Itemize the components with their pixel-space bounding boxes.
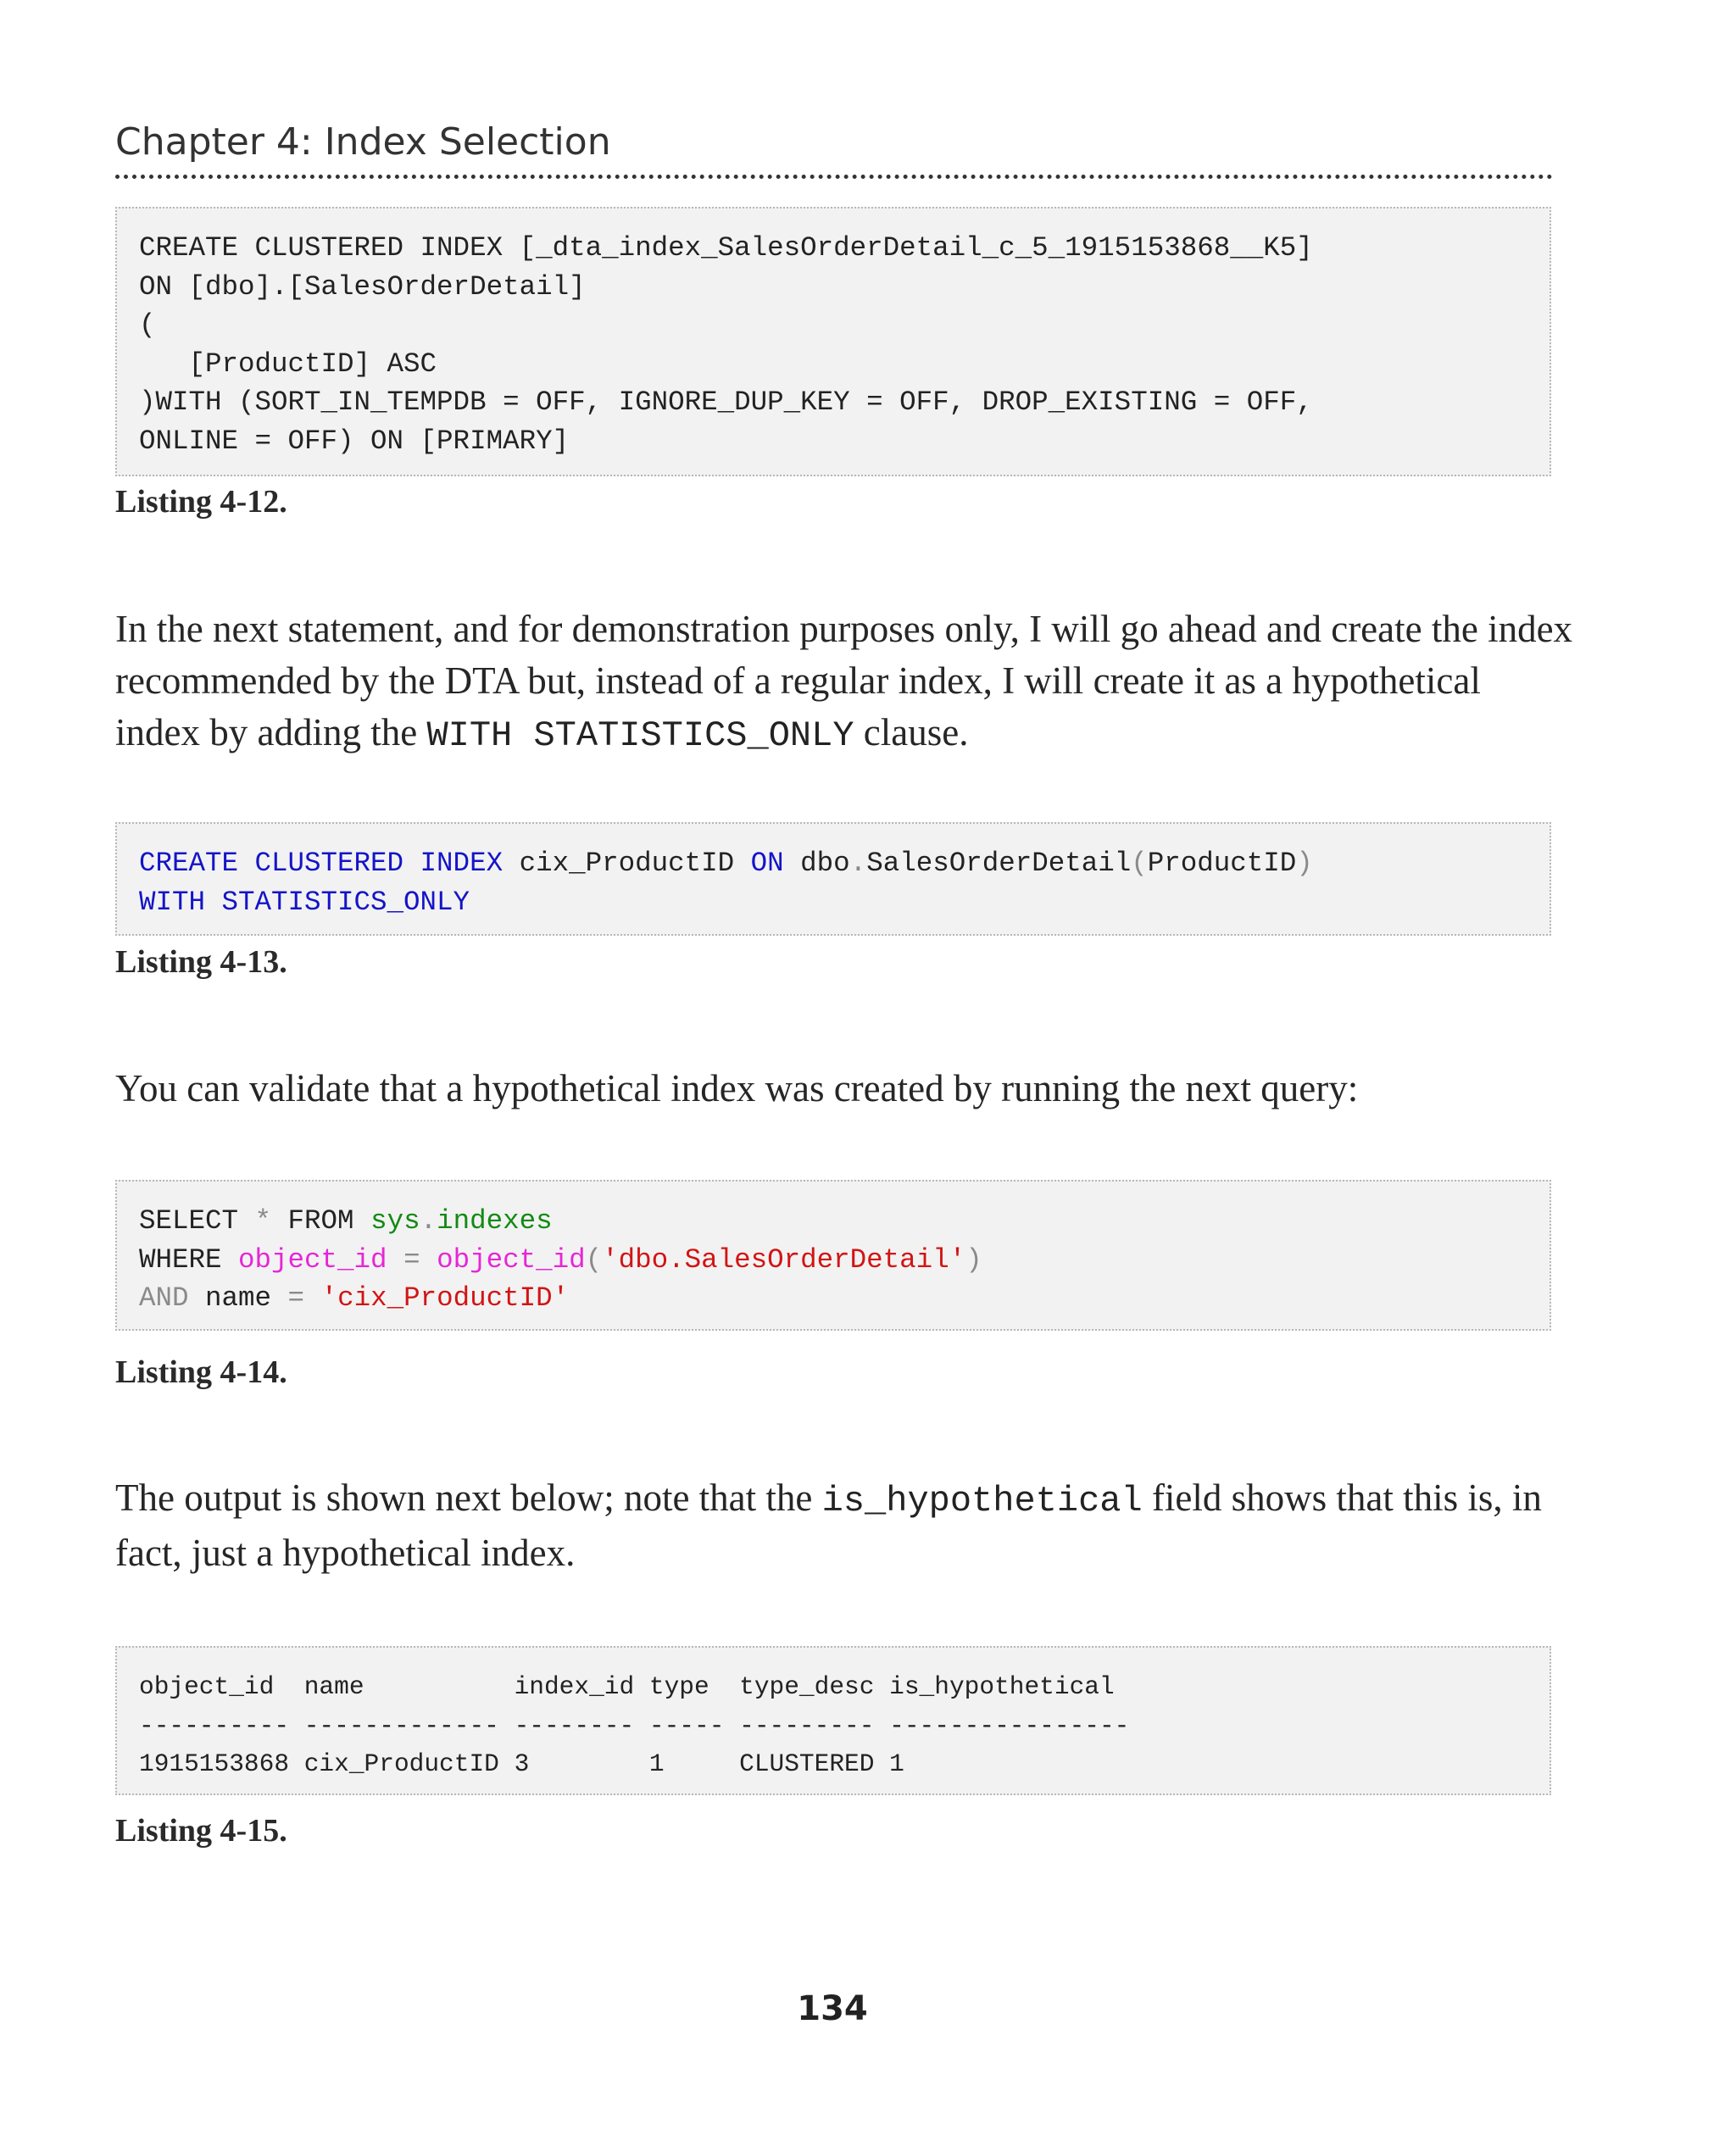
body-paragraph-statistics-only xyxy=(115,603,1573,762)
code-block-listing-4-13 xyxy=(115,822,1551,936)
code-text: FROM xyxy=(271,1205,371,1237)
code-operator: ( xyxy=(1131,848,1148,879)
sql-keyword: AND xyxy=(139,1282,189,1314)
code-line: ON [dbo].[SalesOrderDetail] xyxy=(139,270,586,303)
string-literal: 'dbo.SalesOrderDetail' xyxy=(602,1243,966,1276)
paragraph-text: In the next statement, and for demonstration purposes only, I will go ahead and create the index recommended by the DTA but, instead of a regular index, I will create it as a hypothetical index by adding the xyxy=(115,608,1573,754)
inline-code: is_hypothetical xyxy=(821,1481,1143,1521)
inline-code: WITH STATISTICS_ONLY xyxy=(426,715,854,756)
code-operator: . xyxy=(849,848,867,879)
chapter-header: Chapter 4: Index Selection xyxy=(115,120,611,164)
code-block-listing-4-15 xyxy=(115,1646,1551,1795)
code-text: SELECT xyxy=(139,1205,255,1237)
code-operator: ) xyxy=(1296,848,1313,879)
string-literal: 'cix_ProductID' xyxy=(320,1282,570,1314)
code-text: ProductID xyxy=(1147,848,1297,879)
system-object: indexes xyxy=(437,1205,553,1237)
code-text: name xyxy=(188,1282,288,1314)
listing-caption-4-12: Listing 4-12. xyxy=(115,484,287,520)
result-data-row: 1915153868 cix_ProductID 3 1 CLUSTERED 1 xyxy=(139,1749,904,1778)
code-text: SalesOrderDetail xyxy=(866,848,1132,879)
sql-function: object_id xyxy=(437,1243,586,1276)
code-operator: . xyxy=(420,1205,437,1237)
sql-keyword: WITH STATISTICS_ONLY xyxy=(139,886,470,918)
result-header-row: object_id name index_id type type_desc is_hypothetical xyxy=(139,1672,1115,1701)
listing-caption-4-15: Listing 4-15. xyxy=(115,1813,287,1849)
sql-keyword: CREATE CLUSTERED INDEX xyxy=(139,848,504,879)
code-operator: ( xyxy=(585,1243,603,1276)
page-number: 134 xyxy=(797,1989,868,2028)
system-object: sys xyxy=(370,1205,420,1237)
code-line: ( xyxy=(139,309,156,341)
result-separator-row: ---------- ------------- -------- ----- --------- ---------------- xyxy=(139,1710,1130,1740)
code-operator: ) xyxy=(965,1243,982,1276)
code-line xyxy=(139,883,1550,922)
header-divider xyxy=(115,175,1553,179)
code-line: CREATE CLUSTERED INDEX [_dta_index_SalesOrderDetail_c_5_1915153868__K5] xyxy=(139,232,1313,264)
code-operator: * xyxy=(254,1205,272,1237)
sql-function: object_id xyxy=(238,1243,387,1276)
code-operator: = xyxy=(387,1243,437,1276)
code-text: WHERE xyxy=(139,1243,239,1276)
code-line: )WITH (SORT_IN_TEMPDB = OFF, IGNORE_DUP_KEY = OFF, DROP_EXISTING = OFF, xyxy=(139,386,1313,418)
code-text: dbo xyxy=(783,848,850,879)
code-text xyxy=(304,1282,321,1314)
body-paragraph-output xyxy=(115,1472,1573,1579)
paragraph-text: field shows that this is, in fact, just a hypothetical index. xyxy=(115,1476,1542,1574)
code-operator: = xyxy=(287,1282,305,1314)
body-paragraph-validate: You can validate that a hypothetical index was created by running the next query: xyxy=(115,1067,1359,1109)
sql-keyword: ON xyxy=(750,848,784,879)
code-text: cix_ProductID xyxy=(503,848,751,879)
listing-caption-4-14: Listing 4-14. xyxy=(115,1354,287,1390)
code-block-listing-4-12 xyxy=(115,207,1551,476)
listing-caption-4-13: Listing 4-13. xyxy=(115,944,287,980)
code-line: ONLINE = OFF) ON [PRIMARY] xyxy=(139,425,570,457)
code-line xyxy=(139,844,1550,883)
code-line xyxy=(139,1279,1550,1318)
code-line xyxy=(139,1241,1550,1280)
paragraph-text: clause. xyxy=(854,711,969,754)
paragraph-text: The output is shown next below; note that the xyxy=(115,1476,822,1519)
code-line xyxy=(139,1202,1550,1241)
code-line: [ProductID] ASC xyxy=(139,348,437,380)
code-block-listing-4-14 xyxy=(115,1180,1551,1331)
